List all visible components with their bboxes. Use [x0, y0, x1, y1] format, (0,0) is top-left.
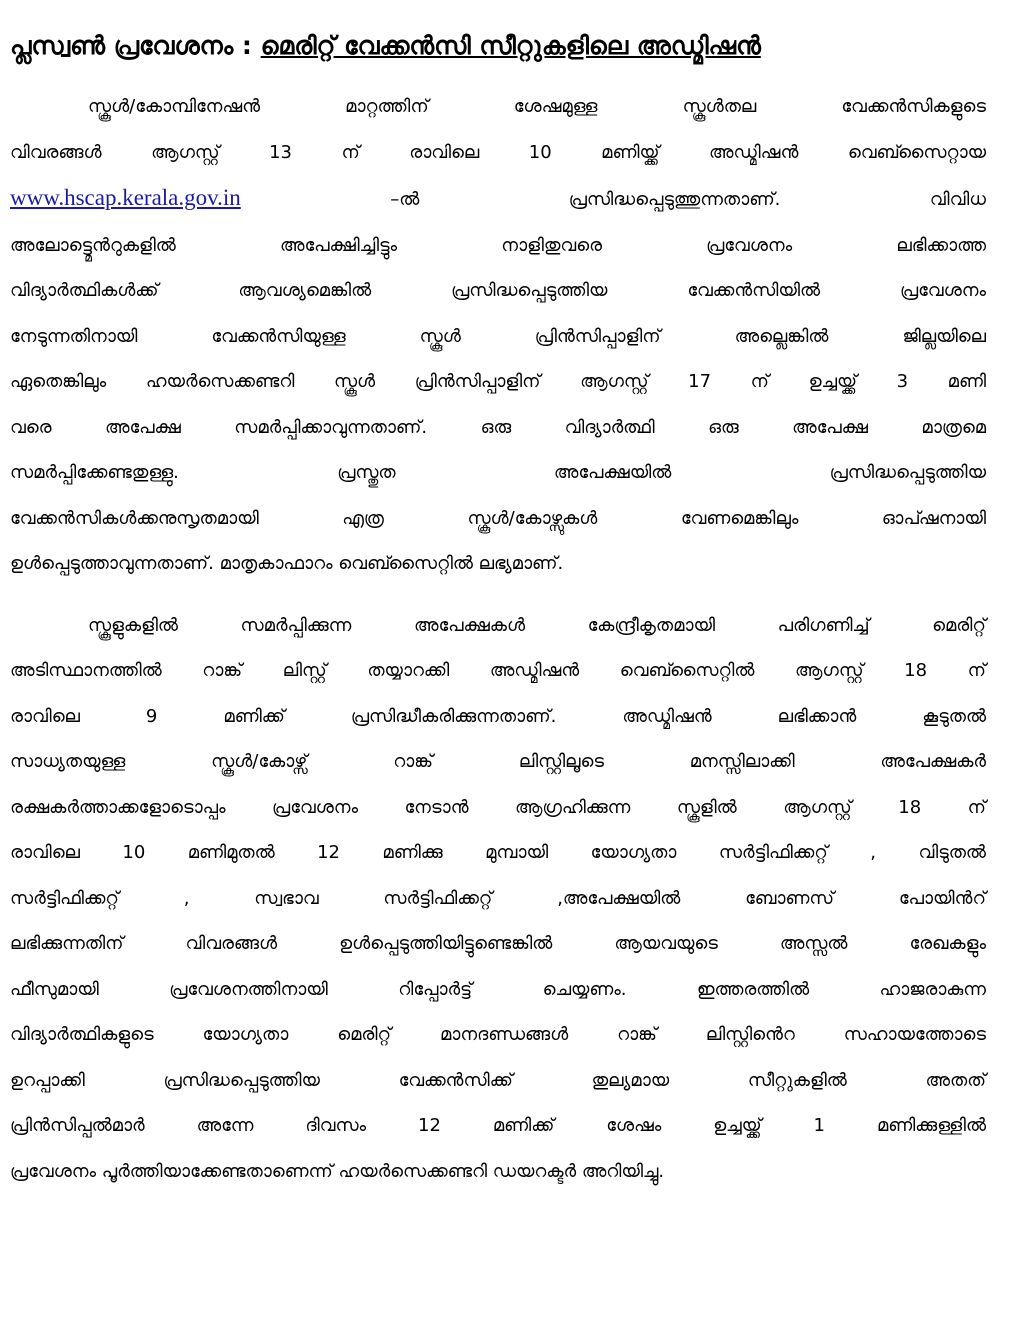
text-line: വിദ്യാർത്ഥികൾക്ക് ആവശ്യമെങ്കിൽ പ്രസിദ്ധപ്പെടുത്തിയ വേക്കൻസിയിൽ പ്രവേശനം	[10, 280, 986, 301]
page-title	[10, 22, 986, 70]
paragraph-1	[10, 84, 986, 587]
text-line: വരെ അപേക്ഷ സമർപ്പിക്കാവുന്നതാണ്. ഒരു വിദ്യാർത്ഥി ഒരു അപേക്ഷ മാത്രമെ	[10, 416, 986, 438]
title-underlined: മെരിറ്റ് വേക്കൻസി സീറ്റുകളിലെ അഡ്മിഷൻ	[260, 31, 761, 60]
title-prefix: പ്ലസ്വൺ പ്രവേശനം :	[10, 31, 261, 60]
text-line: സമർപ്പിക്കേണ്ടതുള്ളു. പ്രസ്തുത അപേക്ഷയിൽ പ്രസിദ്ധപ്പെടുത്തിയ	[10, 462, 986, 483]
text-line: വിദ്യാർത്ഥികളുടെ യോഗ്യതാ മെരിറ്റ് മാനദണ്ഡങ്ങൾ റാങ്ക് ലിസ്റ്റിൻെറ സഹായത്തോടെ	[10, 1024, 986, 1045]
text-line: സ്കൂളുകളിൽ സമർപ്പിക്കുന്ന അപേക്ഷകൾ കേന്ദ്രീകൃതമായി പരിഗണിച്ച് മെരിറ്റ്	[88, 614, 986, 636]
text-line: സ്കൂൾ/കോമ്പിനേഷൻ മാറ്റത്തിന് ശേഷമുള്ള സ്കൂൾതല വേക്കൻസികളുടെ	[88, 96, 986, 117]
text-line: ഏതെങ്കിലും ഹയർസെക്കണ്ടറി സ്കൂൾ പ്രിൻസിപ്പാളിന് ആഗസ്റ്റ് 17 ന് ഉച്ചയ്ക്ക് 3 മണി	[10, 371, 986, 392]
text-line: ഉറപ്പാക്കി പ്രസിദ്ധപ്പെടുത്തിയ വേക്കൻസിക്ക് തുല്യമായ സീറ്റുകളിൽ അതത്	[10, 1069, 986, 1091]
text-line: അലോട്ട്മെൻറുകളിൽ അപേക്ഷിച്ചിട്ടും നാളിതുവരെ പ്രവേശനം ലഭിക്കാത്ത	[10, 234, 986, 256]
text-line-with-link	[10, 175, 986, 223]
text-line: രാവിലെ 9 മണിക്ക് പ്രസിദ്ധീകരിക്കുന്നതാണ്. അഡ്മിഷൻ ലഭിക്കാൻ കൂടുതൽ	[10, 705, 986, 727]
text-line: സാധ്യതയുള്ള സ്കൂൾ/കോഴ്സ് റാങ്ക് ലിസ്റ്റിലൂടെ മനസ്സിലാക്കി അപേക്ഷകർ	[10, 751, 986, 772]
text-fragment: –ൽ പ്രസിദ്ധപ്പെടുത്തുന്നതാണ്. വിവിധ	[240, 189, 986, 210]
paragraph-2	[10, 603, 986, 1195]
text-line: വിവരങ്ങൾ ആഗസ്റ്റ് 13 ന് രാവിലെ 10 മണിയ്ക്ക് അഡ്മിഷൻ വെബ്സൈറ്റായ	[10, 141, 986, 163]
document-page	[10, 22, 986, 1194]
text-line: രക്ഷകർത്താക്കളോടൊപ്പം പ്രവേശനം നേടാൻ ആഗ്രഹിക്കുന്ന സ്കൂളിൽ ആഗസ്റ്റ് 18 ന്	[10, 796, 986, 818]
text-line: വേക്കൻസികൾക്കനുസൃതമായി എത്ര സ്കൂൾ/കോഴ്സുകൾ വേണമെങ്കിലും ഓപ്ഷനായി	[10, 507, 986, 529]
text-line: ഫീസുമായി പ്രവേശനത്തിനായി റിപ്പോർട്ട് ചെയ്യണം. ഇത്തരത്തിൽ ഹാജരാകുന്ന	[10, 978, 986, 1000]
text-line: രാവിലെ 10 മണിമുതൽ 12 മണിക്കു മുമ്പായി യോഗ്യതാ സർട്ടിഫിക്കറ്റ് , വിടുതൽ	[10, 842, 986, 863]
text-line: അടിസ്ഥാനത്തിൽ റാങ്ക് ലിസ്റ്റ് തയ്യാറക്കി അഡ്മിഷൻ വെബ്സൈറ്റിൽ ആഗസ്റ്റ് 18 ന്	[10, 660, 986, 681]
text-line: ഉൾപ്പെടുത്താവുന്നതാണ്. മാതൃകാഫാറം വെബ്സൈറ്റിൽ ലഭ്യമാണ്.	[10, 553, 564, 574]
text-line: ലഭിക്കുന്നതിന് വിവരങ്ങൾ ഉൾപ്പെടുത്തിയിട്ടുണ്ടെങ്കിൽ ആയവയുടെ അസ്സൽ രേഖകളും	[10, 933, 986, 954]
text-line: സർട്ടിഫിക്കറ്റ് , സ്വഭാവ സർട്ടിഫിക്കറ്റ് ,അപേക്ഷയിൽ ബോണസ് പോയിൻറ്	[10, 887, 986, 909]
text-line: പ്രിൻസിപ്പൽമാർ അന്നേ ദിവസം 12 മണിക്ക് ശേഷം ഉച്ചയ്ക്ക് 1 മണിക്കുള്ളിൽ	[10, 1115, 986, 1136]
text-line: നേടുന്നതിനായി വേക്കൻസിയുള്ള സ്കൂൾ പ്രിൻസിപ്പാളിന് അല്ലെങ്കിൽ ജില്ലയിലെ	[10, 325, 986, 347]
text-line: പ്രവേശനം പൂർത്തിയാക്കേണ്ടതാണെന്ന് ഹയർസെക്കണ്ടറി ഡയറക്ടർ അറിയിച്ചു.	[10, 1160, 665, 1182]
website-link[interactable]: www.hscap.kerala.gov.in	[10, 185, 241, 210]
